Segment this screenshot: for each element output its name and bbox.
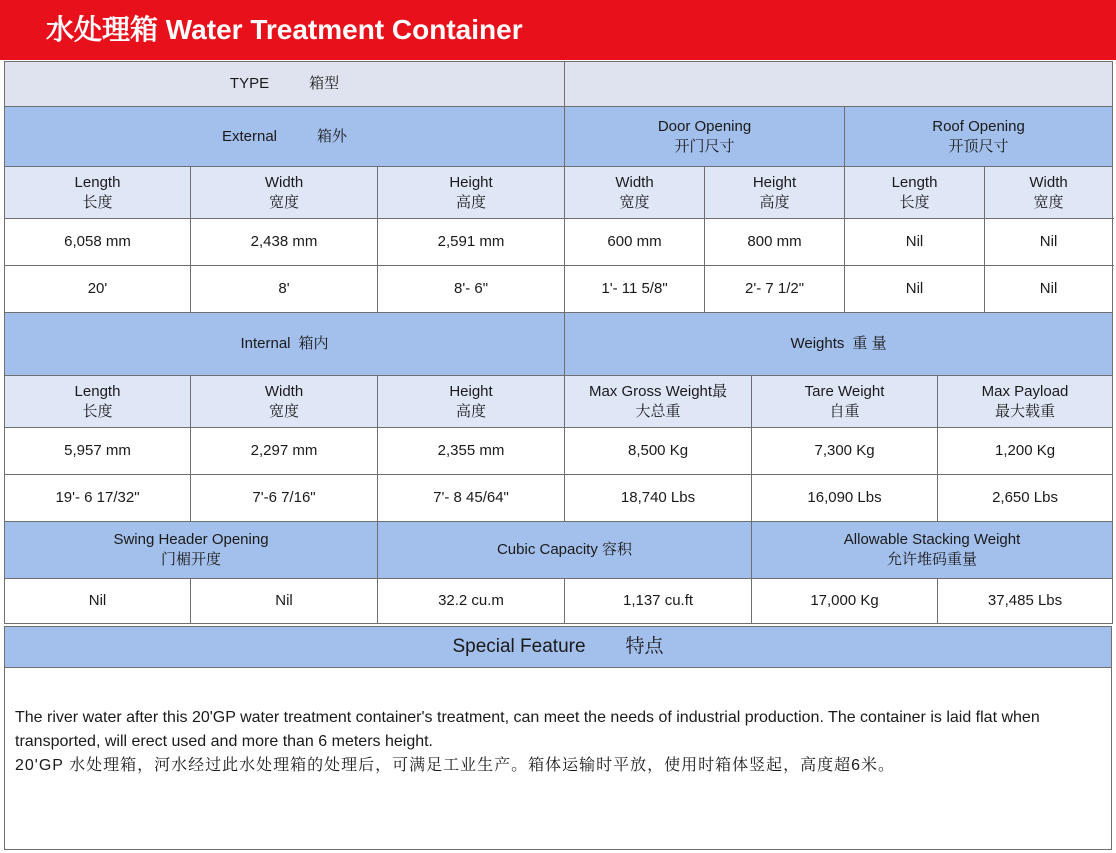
- cubic-capacity-cn: 容积: [602, 541, 633, 558]
- weights-header-en: Weights: [790, 335, 845, 352]
- table-cell: 2,650 Lbs: [938, 475, 1113, 522]
- table-cell: 2,591 mm: [378, 219, 565, 266]
- special-feature-text-cn: 20'GP 水处理箱，河水经过此水处理箱的处理后，可满足工业生产。箱体运输时平放，使用时箱体竖起，高度超6米。: [15, 757, 896, 774]
- int-length-header: [5, 376, 191, 428]
- door-opening-header: [565, 107, 845, 167]
- table-cell: 7'-6 7/16": [191, 475, 378, 522]
- door-height-cn: 高度: [759, 193, 790, 211]
- table-cell: 5,957 mm: [5, 428, 191, 475]
- special-feature-body: [4, 667, 1112, 850]
- table-cell: 6,058 mm: [5, 219, 191, 266]
- table-cell: Nil: [845, 266, 985, 313]
- table-cell: 8'- 6": [378, 266, 565, 313]
- table-cell: 8': [191, 266, 378, 313]
- weights-header: [565, 313, 1113, 376]
- external-header-cn: 箱外: [317, 127, 348, 145]
- ext-height-en: Height: [449, 173, 493, 191]
- tare-header: [752, 376, 938, 428]
- table-cell: 1,137 cu.ft: [565, 579, 752, 624]
- max-payload-cn: 最大载重: [995, 402, 1056, 420]
- roof-opening-header-cn: 开顶尺寸: [948, 137, 1009, 155]
- door-width-cn: 宽度: [619, 193, 650, 211]
- int-width-en: Width: [264, 382, 304, 400]
- table-cell: 2,297 mm: [191, 428, 378, 475]
- roof-length-cn: 长度: [899, 193, 930, 211]
- door-width-header: [565, 167, 705, 219]
- int-height-en: Height: [449, 382, 493, 400]
- table-cell: 18,740 Lbs: [565, 475, 752, 522]
- type-label: [5, 62, 565, 107]
- type-label-cn: 箱型: [309, 75, 340, 92]
- max-gross-header: [565, 376, 752, 428]
- door-opening-header-en: Door Opening: [657, 117, 752, 135]
- table-cell: 2,438 mm: [191, 219, 378, 266]
- swing-header-cn: 门楣开度: [160, 551, 221, 568]
- table-cell: Nil: [985, 219, 1113, 266]
- door-width-en: Width: [615, 173, 654, 191]
- swing-header-en: Swing Header Opening: [113, 531, 269, 548]
- external-header: [5, 107, 565, 167]
- special-feature-header: [4, 626, 1112, 668]
- max-payload-header: [938, 376, 1113, 428]
- stacking-en: Allowable Stacking Weight: [843, 531, 1021, 548]
- roof-length-en: Length: [891, 173, 938, 191]
- table-cell: 2'- 7 1/2": [705, 266, 845, 313]
- table-cell: 19'- 6 17/32": [5, 475, 191, 522]
- roof-opening-header: [845, 107, 1113, 167]
- table-cell: 600 mm: [565, 219, 705, 266]
- int-length-cn: 长度: [82, 402, 113, 420]
- internal-header-en: Internal: [240, 335, 291, 352]
- door-height-header: [705, 167, 845, 219]
- roof-opening-header-en: Roof Opening: [932, 117, 1025, 135]
- ext-length-cn: 长度: [82, 193, 113, 211]
- page-title: 水处理箱 Water Treatment Container: [0, 0, 1116, 60]
- table-cell: 1'- 11 5/8": [565, 266, 705, 313]
- cubic-capacity-header: [378, 522, 752, 579]
- type-value: [565, 62, 1113, 107]
- table-cell: 37,485 Lbs: [938, 579, 1113, 624]
- tare-cn: 自重: [829, 402, 860, 420]
- table-cell: 32.2 cu.m: [378, 579, 565, 624]
- table-cell: 7,300 Kg: [752, 428, 938, 475]
- ext-length-en: Length: [74, 173, 121, 191]
- special-feature-cn: 特点: [625, 636, 664, 657]
- special-feature-text-en: The river water after this 20'GP water treatment container's treatment, can meet the needs of industrial production. The container is laid flat when transported, will erect used and more than 6 meters height.: [15, 709, 1040, 750]
- table-row: [5, 266, 1113, 313]
- internal-header: [5, 313, 565, 376]
- type-label-en: TYPE: [229, 75, 270, 92]
- ext-length-header: [5, 167, 191, 219]
- table-row: [5, 579, 1113, 624]
- cubic-capacity-en: Cubic Capacity: [496, 541, 598, 558]
- roof-width-en: Width: [1029, 173, 1068, 191]
- table-row: [5, 475, 1113, 522]
- table-cell: Nil: [191, 579, 378, 624]
- ext-width-header: [191, 167, 378, 219]
- ext-height-header: [378, 167, 565, 219]
- table-cell: 8,500 Kg: [565, 428, 752, 475]
- table-cell: 800 mm: [705, 219, 845, 266]
- ext-width-en: Width: [264, 173, 304, 191]
- table-cell: Nil: [5, 579, 191, 624]
- table-cell: 17,000 Kg: [752, 579, 938, 624]
- table-cell: Nil: [985, 266, 1113, 313]
- roof-length-header: [845, 167, 985, 219]
- table-row: [5, 219, 1113, 266]
- max-gross-line2: 大总重: [635, 402, 681, 420]
- table-cell: 2,355 mm: [378, 428, 565, 475]
- weights-header-cn: 重 量: [852, 335, 887, 352]
- roof-width-cn: 宽度: [1033, 193, 1064, 211]
- int-height-header: [378, 376, 565, 428]
- door-opening-header-cn: 开门尺寸: [674, 137, 735, 155]
- max-gross-line1: Max Gross Weight最: [588, 382, 728, 400]
- max-payload-en: Max Payload: [981, 382, 1069, 400]
- int-width-header: [191, 376, 378, 428]
- int-width-cn: 宽度: [268, 402, 299, 420]
- table-row: [5, 428, 1113, 475]
- table-cell: Nil: [845, 219, 985, 266]
- table-cell: 7'- 8 45/64": [378, 475, 565, 522]
- swing-header-opening: [5, 522, 378, 579]
- int-length-en: Length: [74, 382, 121, 400]
- stacking-weight-header: [752, 522, 1113, 579]
- spec-table: [4, 61, 1113, 624]
- door-height-en: Height: [752, 173, 797, 191]
- ext-width-cn: 宽度: [268, 193, 299, 211]
- roof-width-header: [985, 167, 1113, 219]
- int-height-cn: 高度: [456, 402, 487, 420]
- table-cell: 16,090 Lbs: [752, 475, 938, 522]
- internal-header-cn: 箱内: [298, 335, 329, 352]
- stacking-cn: 允许堆码重量: [887, 551, 978, 568]
- tare-en: Tare Weight: [804, 382, 885, 400]
- table-cell: 1,200 Kg: [938, 428, 1113, 475]
- ext-height-cn: 高度: [456, 193, 487, 211]
- special-feature-en: Special Feature: [452, 636, 586, 657]
- external-header-en: External: [221, 127, 278, 145]
- table-cell: 20': [5, 266, 191, 313]
